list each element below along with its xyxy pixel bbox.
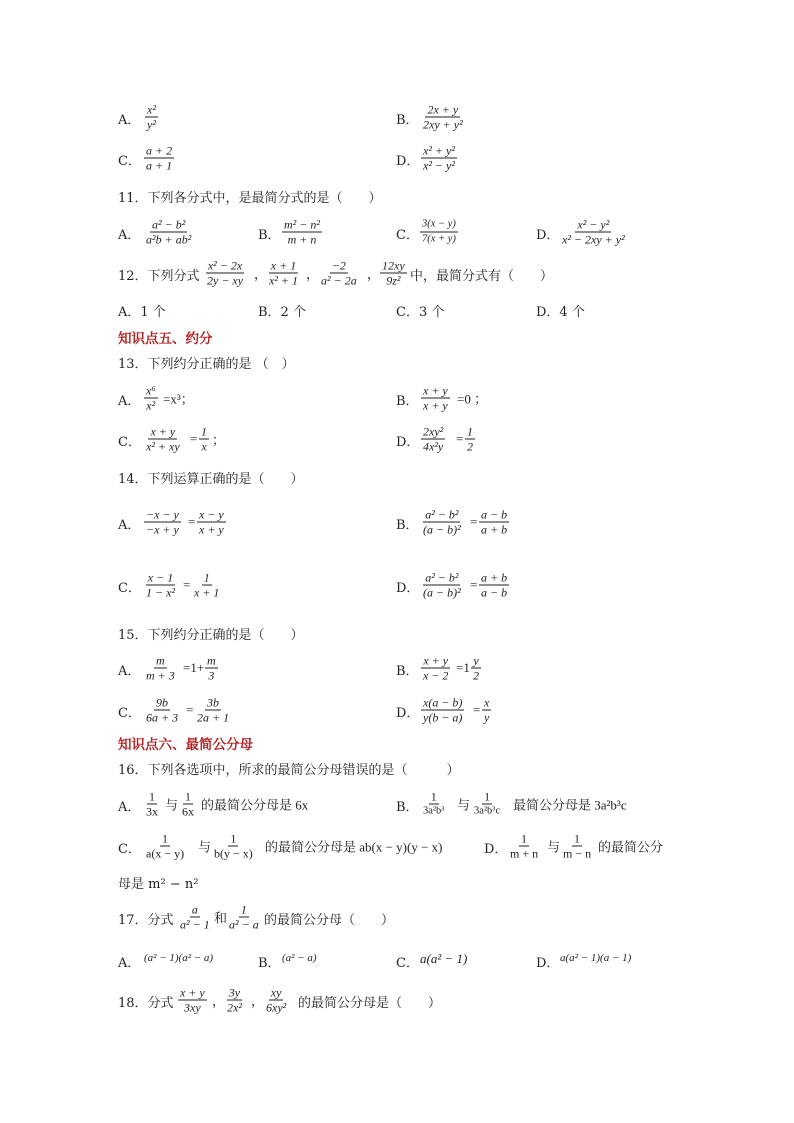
q17-fraction-1: $\frac{a}{\text{a² − 1}}$ — [180, 902, 210, 932]
q15-option-d-equals: = — [473, 702, 481, 717]
q14-option-a-result-fraction: $\frac{x - y}{x + y}$ — [199, 507, 224, 537]
q16-option-b-fraction-2: $\frac{1}{\text{3a²b³c}}$ — [474, 789, 501, 817]
q12-fraction-4: $\frac{12xy}{\text{9z²}}$ — [382, 258, 405, 288]
section-heading-lcd: 知识点六、最简公分母 — [118, 737, 253, 753]
q10-option-d-label: D． — [396, 154, 420, 169]
q12-fraction-3: $\frac{-2}{\text{a² − 2a}}$ — [321, 258, 357, 288]
q17-option-a-text: (a² − 1)(a² − a) — [144, 952, 214, 964]
q14-option-c-result-fraction: $\frac{1}{x + 1}$ — [194, 570, 220, 600]
q14-option-c-equals: = — [183, 577, 191, 592]
q11-option-b-label: B． — [258, 228, 281, 243]
q17-option-a-label: A． — [118, 956, 141, 971]
q17-option-d-label: D． — [536, 956, 560, 971]
q14-stem: 14．下列运算正确的是（ ） — [118, 472, 304, 487]
q18-stem-prefix: 18．分式 — [118, 996, 174, 1011]
q15-option-c-fraction: $\frac{9b}{6a + 3}$ — [146, 695, 179, 725]
q17-fraction-2: $\frac{1}{\text{a² − a}}$ — [229, 902, 259, 932]
q11-option-b-fraction: $\frac{\text{m² − n²}}{m + n}$ — [284, 217, 320, 247]
q13-option-b-fraction: $\frac{x + y}{x + y}$ — [423, 383, 448, 413]
q14-option-a-fraction: $\frac{-x - y}{-x + y}$ — [146, 507, 179, 537]
q10-option-a-label: A． — [118, 113, 141, 128]
q14-option-c-label: C． — [118, 581, 141, 596]
q12-separator-1: ， — [254, 266, 268, 282]
q14-option-b-fraction: $\frac{\text{a² − b²}}{\text{(a − b)²}}$ — [423, 507, 461, 537]
q13-option-c-result-fraction: $\frac{1}{x}$ — [201, 424, 207, 454]
q11-option-a-label: A． — [118, 228, 141, 243]
q14-option-b-equals: = — [470, 514, 478, 529]
section-heading-reduction: 知识点五、约分 — [118, 331, 213, 347]
q14-option-c-fraction: $\frac{x - 1}{\text{1 − x²}}$ — [146, 570, 176, 600]
q16-option-d-fraction-1: $\frac{1}{m + n}$ — [510, 831, 539, 861]
q12-option-c: C．3 个 — [396, 305, 445, 320]
q18-fraction-2: $\frac{3y}{\text{2x²}}$ — [227, 985, 242, 1015]
q16-option-d-connector: 与 — [547, 839, 561, 855]
q15-option-b-result-fraction: $\frac{y}{2}$ — [473, 653, 479, 683]
q16-option-c-label: C． — [118, 842, 141, 857]
q16-option-b-text: 最简公分母是 3a²b³c — [513, 797, 627, 813]
q10-option-b-fraction: $\frac{2x + y}{\text{2xy + y²}}$ — [423, 102, 463, 132]
q16-option-d-label: D． — [484, 842, 508, 857]
q15-option-d-result-fraction: $\frac{x}{y}$ — [484, 695, 490, 725]
q11-stem: 11．下列各分式中，是最简分式的是（ ） — [118, 191, 382, 206]
q12-stem-prefix: 12．下列分式 — [118, 269, 200, 284]
q14-option-d-equals: = — [470, 577, 478, 592]
q17-option-b-text: (a² − a) — [282, 952, 317, 964]
q17-option-c-label: C． — [396, 956, 419, 971]
q17-option-b-label: B． — [258, 956, 281, 971]
q16-option-d-text: 的最简公分 — [598, 839, 664, 855]
q10-option-c-label: C． — [118, 154, 141, 169]
q10-option-b-label: B． — [396, 113, 419, 128]
q15-option-d-label: D． — [396, 706, 420, 721]
q17-stem-prefix: 17．分式 — [118, 913, 174, 928]
q11-option-a-fraction: $\frac{\text{a² − b²}}{\text{a²b + ab²}}$ — [146, 217, 192, 247]
q12-stem-suffix: 中，最简分式有（ ） — [410, 269, 554, 284]
q14-option-d-fraction: $\frac{\text{a² − b²}}{\text{(a − b)²}}$ — [423, 570, 461, 600]
q12-option-b: B．2 个 — [258, 305, 306, 320]
q18-fraction-1: $\frac{x + y}{3xy}$ — [180, 985, 205, 1015]
q13-option-c-fraction: $\frac{x + y}{\text{x² + xy}}$ — [146, 424, 180, 454]
q15-option-c-label: C． — [118, 706, 141, 721]
q17-option-c-text: a(a² − 1) — [420, 951, 468, 966]
q13-option-d-fraction: $\frac{\text{2xy²}}{\text{4x²y}}$ — [423, 424, 444, 454]
q15-option-b-label: B． — [396, 664, 419, 679]
q15-option-b-fraction: $\frac{x + y}{x - 2}$ — [423, 653, 449, 683]
q14-option-b-label: B． — [396, 518, 419, 533]
q18-stem-suffix: 的最简公分母是（ ） — [298, 996, 442, 1011]
q16-option-b-label: B． — [396, 800, 419, 815]
q13-option-b-label: B． — [396, 394, 419, 409]
q12-separator-2: ， — [306, 266, 320, 282]
q16-option-b-connector: 与 — [457, 797, 471, 813]
q17-option-d-text: a(a² − 1)(a − 1) — [560, 952, 632, 964]
q15-option-c-result-fraction: $\frac{3b}{2a + 1}$ — [197, 695, 230, 725]
q14-option-b-result-fraction: $\frac{a - b}{a + b}$ — [481, 507, 508, 537]
q16-option-d-fraction-2: $\frac{1}{m - n}$ — [563, 831, 592, 861]
q15-option-a-equals: =1+ — [183, 660, 205, 675]
q16-option-d-text-continued: 母是 m² − n² — [118, 877, 199, 892]
q10-option-a-fraction: $\frac{\text{x²}}{\text{y²}}$ — [147, 102, 156, 132]
q16-option-a-fraction-2: $\frac{1}{6x}$ — [182, 789, 194, 819]
q15-option-d-fraction: $\frac{x(a - b)}{y(b - a)}$ — [423, 695, 463, 725]
q14-option-a-equals: = — [188, 514, 196, 529]
q14-option-d-result-fraction: $\frac{a + b}{a - b}$ — [481, 570, 508, 600]
q17-stem-suffix: 的最简公分母（ ） — [264, 913, 395, 928]
q12-separator-3: ， — [367, 266, 381, 282]
q13-option-a-label: A． — [118, 394, 141, 409]
q15-option-a-fraction: $\frac{m}{m + 3}$ — [146, 653, 175, 683]
q13-option-b-result: =0 ； — [457, 391, 488, 407]
q16-option-c-text: 的最简公分母是 ab(x − y)(y − x) — [265, 839, 443, 855]
q14-option-d-label: D． — [396, 581, 420, 596]
q15-option-a-result-fraction: $\frac{m}{3}$ — [207, 653, 216, 683]
q18-fraction-3: $\frac{xy}{\text{6xy²}}$ — [266, 985, 287, 1015]
q13-option-c-equals: = — [190, 431, 198, 446]
q13-option-d-equals: = — [456, 431, 464, 446]
q12-option-a: A．1 个 — [118, 305, 166, 320]
q16-option-b-fraction-1: $\frac{1}{\text{3a²b³}}$ — [423, 789, 445, 817]
q13-option-c-semicolon: ； — [212, 432, 226, 448]
q12-fraction-2: $\frac{x + 1}{\text{x² + 1}}$ — [269, 258, 299, 288]
q13-option-d-result-fraction: $\frac{1}{2}$ — [467, 424, 473, 454]
q16-option-a-fraction-1: $\frac{1}{3x}$ — [146, 789, 158, 819]
q10-option-d-fraction: $\frac{\text{x² + y²}}{\text{x² − y²}}$ — [423, 143, 455, 173]
q13-option-a-fraction: $\frac{\text{x⁶}}{\text{x²}}$ — [146, 383, 156, 413]
q11-option-c-label: C． — [396, 228, 419, 243]
q12-fraction-1: $\frac{\text{x² − 2x}}{2y - xy}$ — [207, 258, 244, 288]
q11-option-d-label: D． — [536, 228, 560, 243]
q16-option-c-connector: 与 — [198, 839, 212, 855]
q13-option-d-label: D． — [396, 435, 420, 450]
q18-separator-2: ， — [251, 993, 265, 1009]
q13-option-a-result: =x³； — [163, 391, 194, 407]
q13-option-c-label: C． — [118, 435, 141, 450]
q13-stem: 13．下列约分正确的是 （ ） — [118, 357, 295, 372]
q11-option-c-fraction: $\frac{3(x - y)}{7(x + y)}$ — [422, 218, 456, 245]
q16-option-c-fraction-1: $\frac{1}{a(x - y)}$ — [146, 831, 185, 861]
q15-option-c-equals: = — [186, 702, 194, 717]
q14-option-a-label: A． — [118, 518, 141, 533]
q16-stem: 16．下列各选项中，所求的最简公分母错误的是（ ） — [118, 763, 460, 778]
q15-option-a-label: A． — [118, 664, 141, 679]
q16-option-a-label: A． — [118, 800, 141, 815]
q17-connector: 和 — [214, 910, 228, 926]
q15-stem: 15．下列约分正确的是（ ） — [118, 628, 304, 643]
q15-option-b-equals: =1 — [456, 660, 470, 675]
q18-separator-1: ， — [212, 993, 226, 1009]
q12-option-d: D．4 个 — [536, 305, 585, 320]
q11-option-d-fraction: $\frac{\text{x² − y²}}{\text{x² − 2xy + y²}}$ — [562, 217, 625, 247]
q16-option-c-fraction-2: $\frac{1}{b(y - x)}$ — [214, 831, 253, 861]
q16-option-a-connector: 与 — [165, 797, 179, 813]
q10-option-c-fraction: $\frac{a + 2}{a + 1}$ — [146, 143, 173, 173]
q16-option-a-text: 的最简公分母是 6x — [201, 797, 309, 813]
